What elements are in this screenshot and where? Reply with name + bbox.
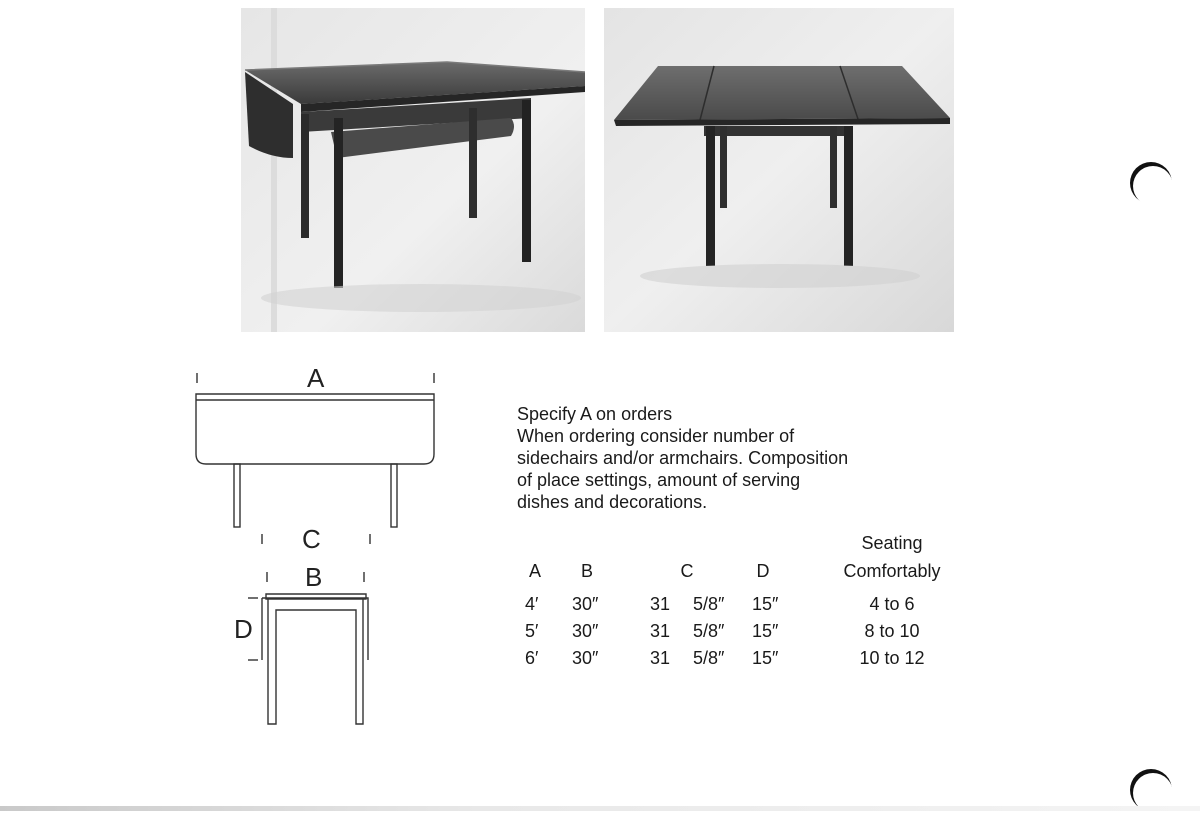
dimension-label-c: C bbox=[302, 524, 321, 554]
table-cell-d: 15″ bbox=[752, 648, 779, 668]
header-a: A bbox=[528, 561, 542, 581]
table-cell-c: 31 bbox=[650, 594, 671, 614]
table-cell-c-fraction: 5/8″ bbox=[693, 648, 725, 668]
table-cell-b: 30″ bbox=[572, 621, 599, 641]
notes-line: of place settings, amount of serving bbox=[517, 470, 801, 490]
notes-line: When ordering consider number of bbox=[517, 426, 795, 446]
table-cell-d: 15″ bbox=[752, 621, 779, 641]
table-cell-c: 31 bbox=[650, 621, 671, 641]
ordering-notes bbox=[517, 403, 937, 513]
page-edge-shadow bbox=[0, 806, 1200, 811]
photo-table-leaves-open bbox=[604, 8, 954, 332]
table-cell-b: 30″ bbox=[572, 648, 599, 668]
header-b: B bbox=[580, 561, 594, 581]
dimension-label-b: B bbox=[305, 562, 323, 592]
notes-line: dishes and decorations. bbox=[517, 492, 708, 512]
header-c: C bbox=[680, 561, 694, 581]
dimensions-table bbox=[520, 530, 970, 680]
table-cell-a: 5′ bbox=[525, 621, 539, 641]
photo-table-leaf-down bbox=[241, 8, 585, 332]
notes-line: sidechairs and/or armchairs. Composition bbox=[517, 448, 849, 468]
table-cell-c-fraction: 5/8″ bbox=[693, 594, 725, 614]
diagram-end-elevation bbox=[230, 520, 380, 730]
table-cell-seating: 4 to 6 bbox=[869, 594, 915, 614]
header-d: D bbox=[756, 561, 770, 581]
table-cell-seating: 8 to 10 bbox=[864, 621, 920, 641]
dimension-label-a: A bbox=[307, 363, 325, 393]
diagram-side-elevation bbox=[190, 360, 450, 532]
notes-line: Specify A on orders bbox=[517, 404, 673, 424]
binder-punch-hole-icon bbox=[1133, 166, 1173, 206]
table-cell-a: 4′ bbox=[525, 594, 539, 614]
dimension-label-d: D bbox=[234, 614, 253, 644]
table-cell-b: 30″ bbox=[572, 594, 599, 614]
table-cell-a: 6′ bbox=[525, 648, 539, 668]
table-cell-d: 15″ bbox=[752, 594, 779, 614]
table-cell-c: 31 bbox=[650, 648, 671, 668]
header-comfortably: Comfortably bbox=[843, 561, 941, 581]
table-cell-seating: 10 to 12 bbox=[859, 648, 925, 668]
header-seating: Seating bbox=[861, 533, 923, 553]
table-cell-c-fraction: 5/8″ bbox=[693, 621, 725, 641]
